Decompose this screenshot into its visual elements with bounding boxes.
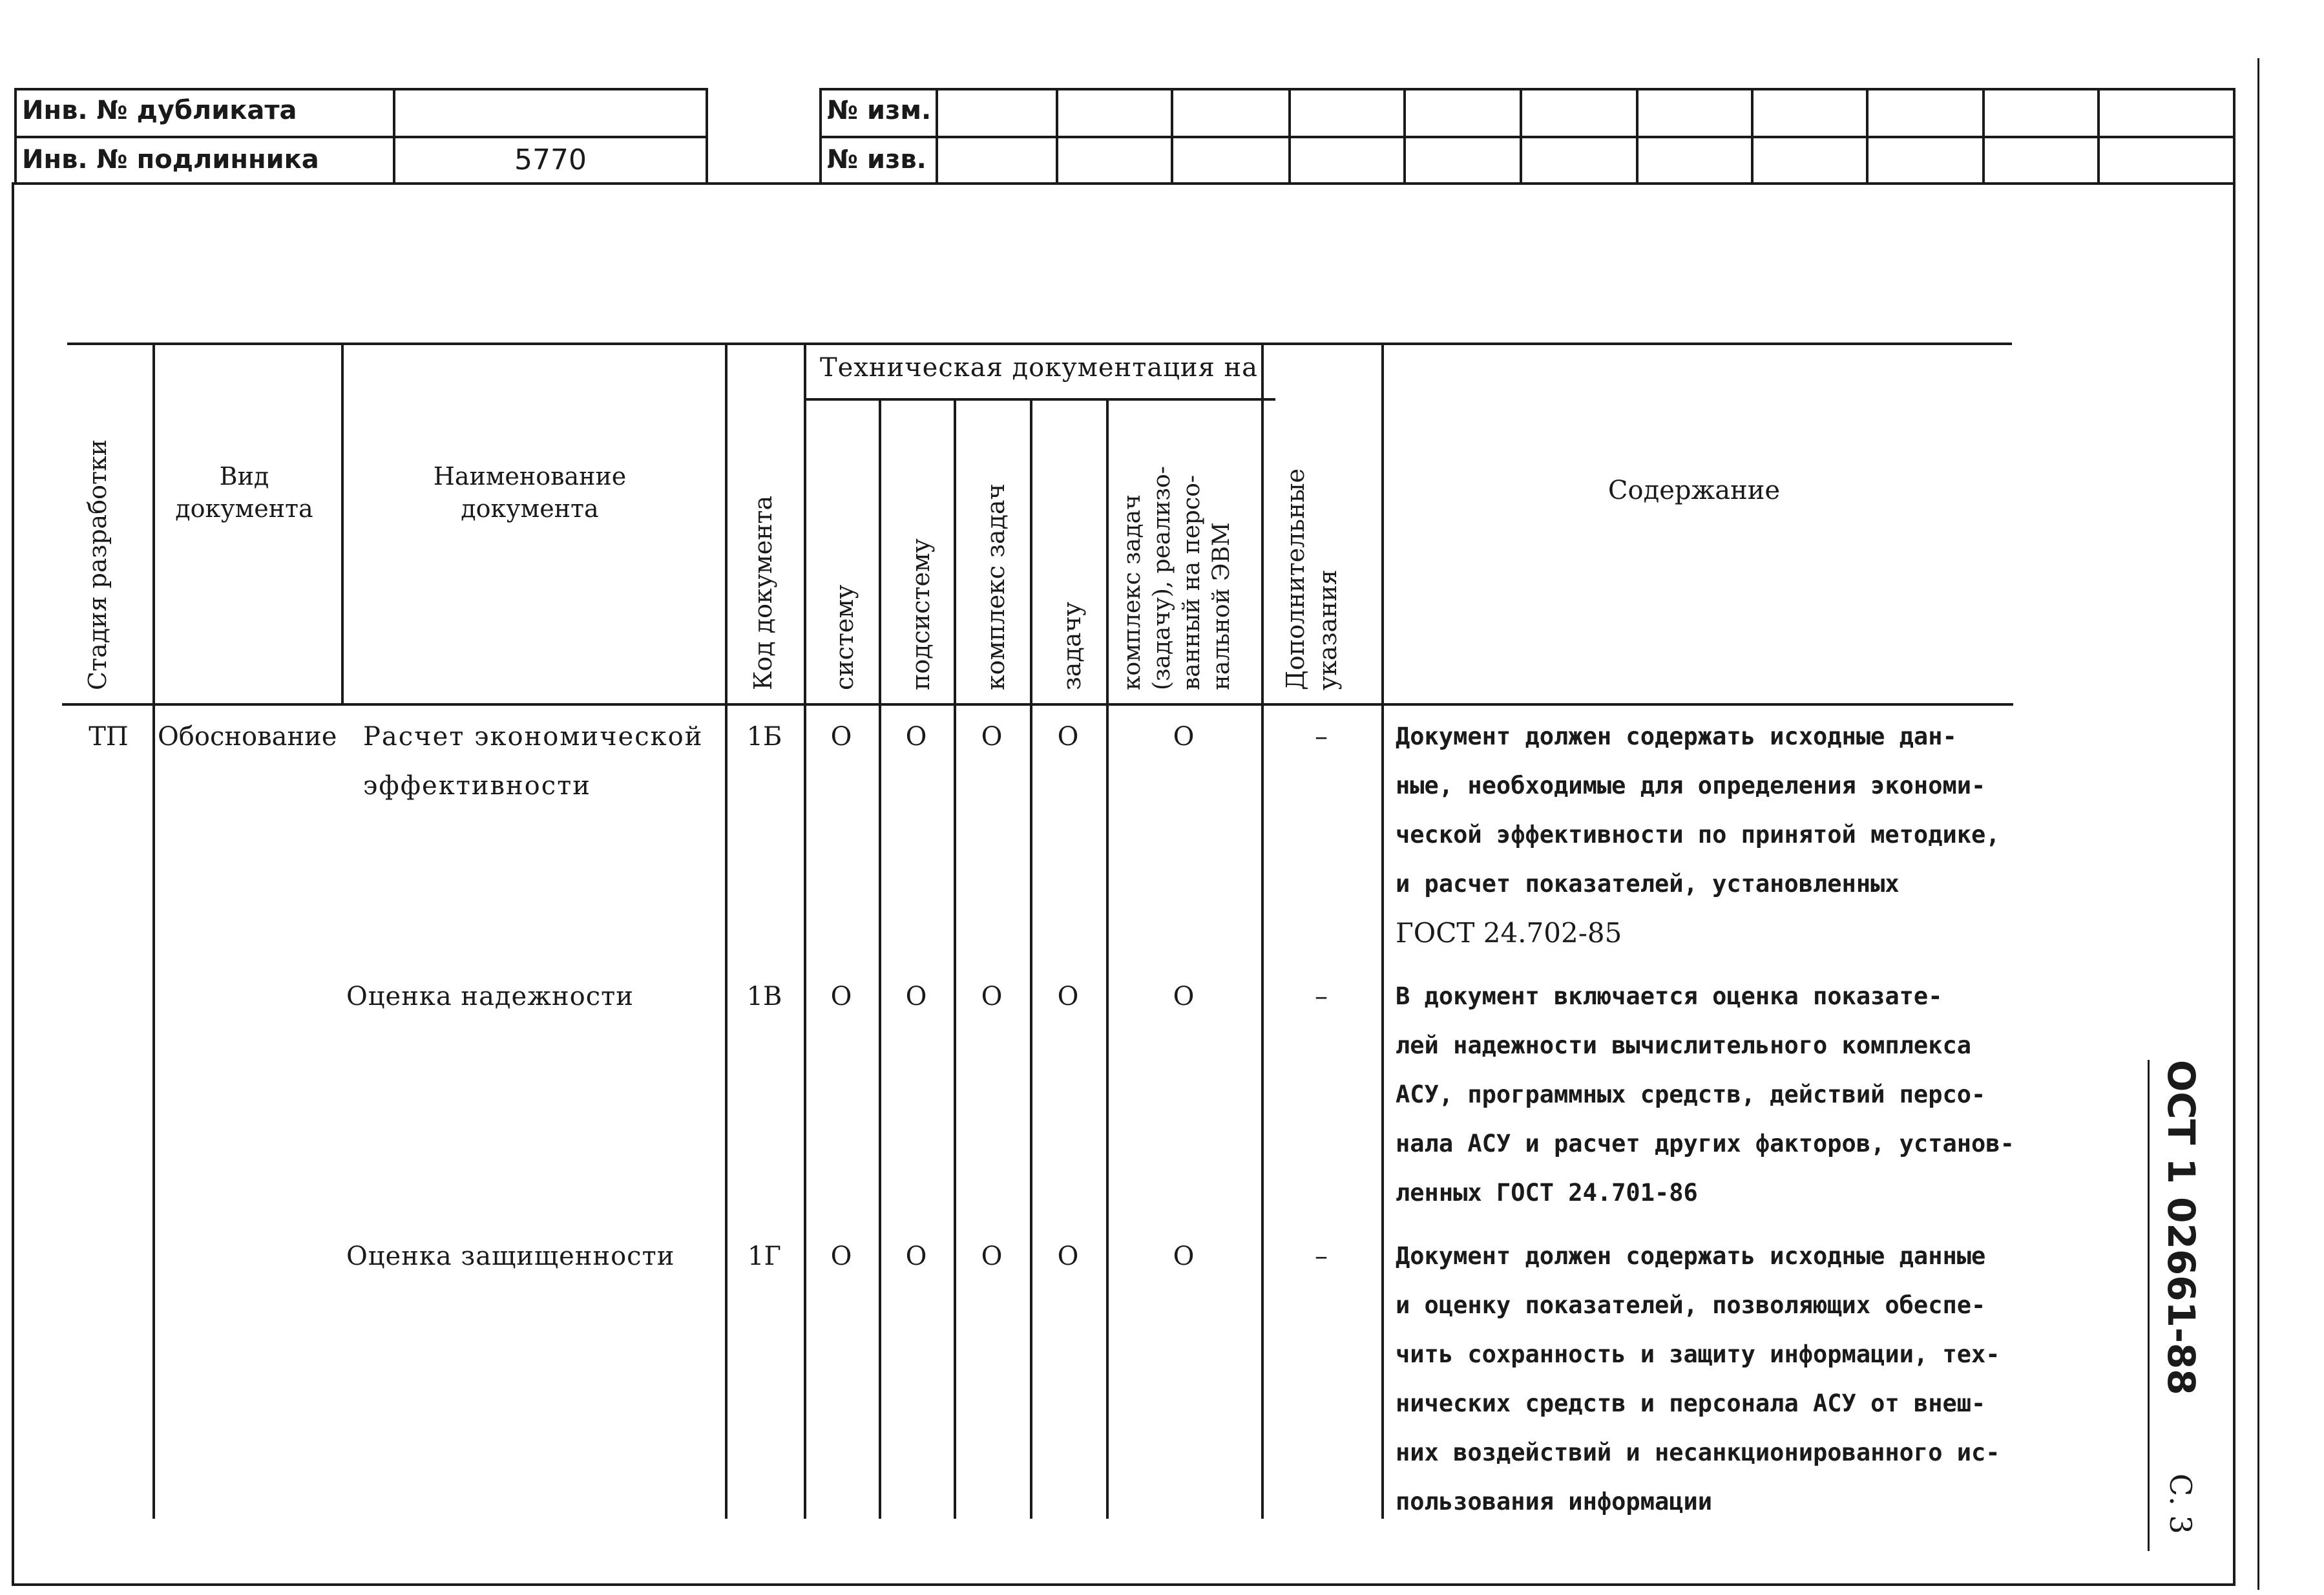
- row-2-code: 1В: [746, 982, 782, 1011]
- row-2-name: Оценка надежности: [346, 982, 634, 1011]
- row-1-mark-task: О: [1057, 722, 1079, 752]
- row-2-mark-complex: О: [981, 982, 1003, 1011]
- col-line: [879, 398, 881, 1519]
- row-3-extra: –: [1315, 1241, 1328, 1271]
- row-3-mark-complex: О: [981, 1241, 1003, 1271]
- stamp-changes-col: [1403, 88, 1406, 185]
- row-1-mark-subsystem: О: [905, 722, 927, 752]
- header-extra: Дополнительные указания: [1281, 468, 1342, 690]
- stamp-changes-col: [1288, 88, 1291, 185]
- header-doc-type: Вид документа: [175, 462, 313, 523]
- row-3-name: Оценка защищенности: [346, 1241, 675, 1271]
- stamp-changes-col: [2097, 88, 2100, 185]
- col-line: [725, 343, 728, 1519]
- content-line: Документ должен содержать исходные дан-: [1396, 723, 1957, 750]
- header-complex: комплекс задач: [981, 483, 1010, 690]
- doc-type-value: Обоснование: [158, 722, 337, 752]
- content-line: ГОСТ 24.702-85: [1396, 917, 1622, 949]
- col-line: [152, 343, 155, 1519]
- header-content: Содержание: [1607, 476, 1781, 505]
- row-1-code: 1Б: [746, 722, 782, 752]
- content-line: АСУ, программных средств, действий персо-: [1396, 1081, 1986, 1108]
- header-stage: Стадия разработки: [83, 439, 112, 690]
- col-line: [1381, 343, 1384, 1519]
- stamp-changes-divider: [819, 136, 2235, 138]
- side-label-rule: [2148, 1060, 2150, 1551]
- stamp-notice-no-label: № изв.: [827, 145, 926, 174]
- row-2-mark-pc: О: [1173, 982, 1195, 1011]
- content-line: нала АСУ и расчет других факторов, установ-: [1396, 1130, 2015, 1157]
- header-bottom-rule: [62, 703, 2013, 706]
- content-line: ческой эффективности по принятой методике,: [1396, 821, 2000, 849]
- content-line: них воздействий и несанкционированного ис-: [1396, 1439, 2000, 1466]
- row-3-mark-system: О: [830, 1241, 852, 1271]
- col-line: [804, 343, 806, 1519]
- stamp-duplicate-label: Инв. № дубликата: [22, 96, 297, 125]
- stamp-changes-col: [1751, 88, 1753, 185]
- row-3-mark-subsystem: О: [905, 1241, 927, 1271]
- stamp-changes-col: [936, 88, 938, 185]
- row-3-code: 1Г: [748, 1241, 781, 1271]
- tech-group-rule: [805, 398, 1275, 401]
- row-2-mark-task: О: [1057, 982, 1079, 1011]
- header-doc-name: Наименование документа: [433, 462, 627, 523]
- row-1-mark-complex: О: [981, 722, 1003, 752]
- col-line: [1106, 398, 1109, 1519]
- stamp-change-no-label: № изм.: [827, 96, 932, 125]
- content-line: лей надежности вычислительного комплекса: [1396, 1031, 1972, 1059]
- header-subsystem: подсистему: [906, 538, 935, 690]
- row-2-extra: –: [1315, 982, 1328, 1011]
- stamp-changes-col: [1056, 88, 1058, 185]
- row-1-name-text: Расчет экономической эффективности: [363, 722, 704, 801]
- binding-edge-line: [2257, 58, 2259, 1590]
- stamp-original-value: 5770: [514, 143, 587, 176]
- stamp-inventory-divider: [14, 136, 708, 138]
- content-line: и расчет показателей, установленных: [1396, 870, 1900, 898]
- header-doc-code: Код документа: [749, 495, 777, 690]
- content-line: Документ должен содержать исходные данные: [1396, 1242, 1986, 1270]
- col-line: [1030, 398, 1032, 1519]
- stamp-changes-col: [1982, 88, 1985, 185]
- content-line: ные, необходимые для определения экономи-: [1396, 772, 1986, 799]
- stamp-changes-col: [1520, 88, 1522, 185]
- row-2-mark-subsystem: О: [905, 982, 927, 1011]
- content-line: и оценку показателей, позволяющих обеспе-: [1396, 1291, 1986, 1319]
- content-line: чить сохранность и защиту информации, тех-: [1396, 1340, 2000, 1368]
- row-1-extra: –: [1315, 722, 1328, 752]
- row-3-mark-pc: О: [1173, 1241, 1195, 1271]
- page-number: С. 3: [2163, 1474, 2198, 1534]
- row-1-content: [1396, 712, 2000, 958]
- row-1-mark-pc: О: [1173, 722, 1195, 752]
- row-2-content: [1396, 972, 2015, 1218]
- row-3-mark-task: О: [1057, 1241, 1079, 1271]
- header-task: задачу: [1058, 602, 1086, 690]
- row-3-content: [1396, 1232, 2000, 1526]
- row-1-mark-system: О: [830, 722, 852, 752]
- stage-value: ТП: [89, 722, 129, 752]
- col-line: [954, 398, 956, 1519]
- col-line: [341, 343, 344, 704]
- stamp-original-label: Инв. № подлинника: [22, 145, 319, 174]
- document-designation: ОСТ 1 02661-88: [2159, 1060, 2203, 1395]
- col-line: [1261, 343, 1264, 1519]
- row-1-name: [363, 712, 712, 810]
- header-tech-group: Техническая документация на: [819, 353, 1259, 383]
- header-system: систему: [830, 584, 859, 690]
- row-2-mark-system: О: [830, 982, 852, 1011]
- content-line: ленных ГОСТ 24.701-86: [1396, 1179, 1698, 1207]
- content-line: В документ включается оценка показате-: [1396, 982, 1943, 1010]
- stamp-changes-col: [1171, 88, 1173, 185]
- table-top-rule: [67, 343, 2012, 345]
- content-line: нических средств и персонала АСУ от внеш-: [1396, 1389, 1986, 1417]
- stamp-changes-col: [1636, 88, 1638, 185]
- content-line: пользования информации: [1396, 1488, 1713, 1516]
- header-pc: комплекс задач (задачу), реализо- ванный на персо- нальной ЭВМ: [1119, 466, 1235, 690]
- stamp-changes-col: [1866, 88, 1869, 185]
